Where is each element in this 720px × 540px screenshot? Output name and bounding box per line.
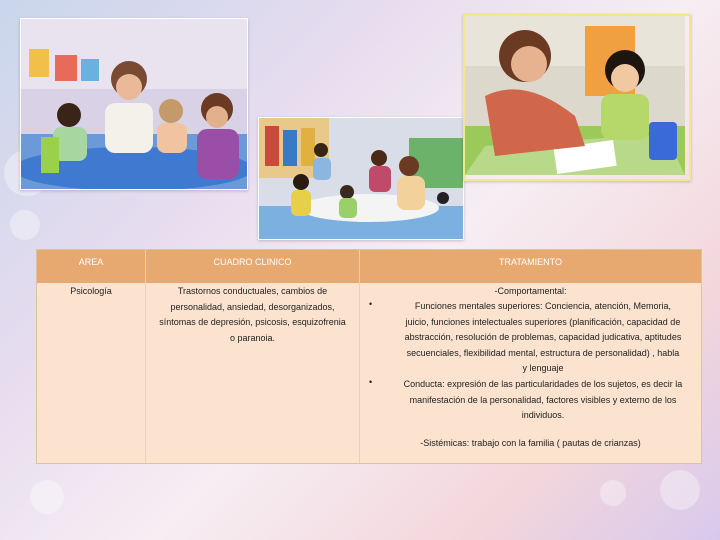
photo-teacher-with-children (20, 18, 248, 190)
cell-area: Psicología (70, 286, 112, 296)
photo-child-drawing (463, 14, 691, 181)
bokeh-circle (600, 480, 626, 506)
tratamiento-bullet-1: Funciones mentales superiores: Conciencia, atención, Memoria, juicio, funciones intelectuales superiores (planificación, capacidad de abstracción, resolución de problemas, capacidad judicativa, aptitudes secuenciales, flexibilidad mental, estructura de personalidad) , habla y lenguaje (404, 301, 682, 373)
bokeh-circle (10, 210, 40, 240)
header-tratamiento: TRATAMIENTO (499, 257, 562, 267)
photo-classroom-group (258, 117, 464, 240)
bullet-icon: • (369, 299, 373, 309)
bokeh-circle (660, 470, 700, 510)
tratamiento-bullet-2: Conducta: expresión de las particularidades de los sujetos, es decir la manifestación de la personalidad, factores visibles y externo de los individuos. (403, 379, 683, 420)
header-area: AREA (78, 257, 104, 267)
header-cuadro-clinico: CUADRO CLINICO (213, 257, 292, 267)
cell-cuadro-clinico: Trastornos conductuales, cambios de personalidad, ansiedad, desorganizados, síntomas de depresión, psicosis, esquizofrenia o paranoia. (159, 286, 346, 343)
bullet-icon: • (369, 377, 373, 387)
clinical-table (36, 249, 702, 464)
tratamiento-title: -Comportamental: (494, 286, 567, 296)
tratamiento-sistemicas: -Sistémicas: trabajo con la familia ( pautas de crianzas) (420, 438, 641, 448)
bokeh-circle (30, 480, 64, 514)
